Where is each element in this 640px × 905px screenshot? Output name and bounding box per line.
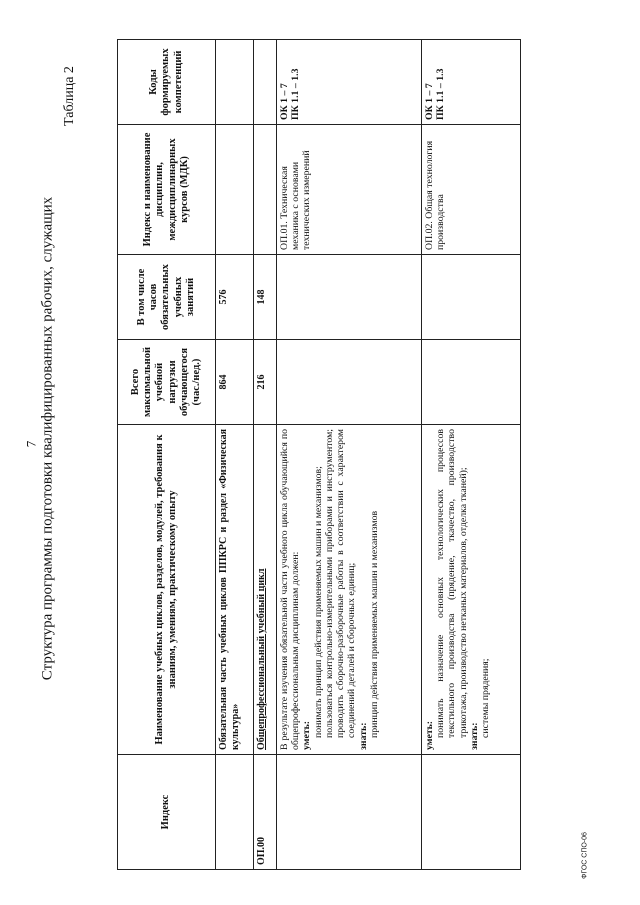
cell-op00-hours (254, 255, 277, 340)
op00-index: ОП.00 (256, 836, 268, 865)
op02-knowledge-1: системы прядения; (480, 658, 492, 738)
cell-op02-discipline (421, 125, 520, 255)
cell-op00-name (254, 425, 277, 755)
header-discipline (118, 125, 216, 255)
op01-discipline: ОП.01. Техническая механика с основами технических измерений (278, 150, 313, 250)
table-header-row (118, 40, 216, 870)
table-caption: Структура программы подготовки квалифицированных рабочих, служащих (39, 196, 56, 681)
row-op00 (254, 40, 277, 870)
header-max-load (118, 340, 216, 425)
cell-op01-name (276, 425, 421, 755)
op01-competences-pk: ПК 1.1 – 1.3 (289, 68, 301, 120)
header-competences-text: Коды формируемых компетенций (148, 48, 184, 116)
cell-mandatory-name (216, 425, 254, 755)
page-number: 7 (23, 440, 39, 448)
op01-skills-label: уметь: (301, 720, 313, 750)
op01-knowledge-label: знать: (357, 722, 369, 750)
op00-hours: 148 (256, 289, 268, 305)
header-index (118, 755, 216, 870)
table-number: Таблица 2 (62, 66, 77, 126)
cell-mandatory-competences (216, 40, 254, 125)
header-name-text: Наименование учебных циклов, разделов, модулей, требования к знаниям, умениям, практическому опыту (154, 434, 178, 745)
mandatory-part-max-load: 864 (218, 374, 229, 390)
header-competences (118, 40, 216, 125)
cell-op02-index (421, 755, 520, 870)
cell-op01-discipline (276, 125, 421, 255)
mandatory-part-hours: 576 (218, 289, 229, 305)
cell-op00-index (254, 755, 277, 870)
structure-table (117, 39, 521, 870)
cell-mandatory-index (216, 755, 254, 870)
header-name (118, 425, 216, 755)
cell-op02-name (421, 425, 520, 755)
op01-skill-1: понимать принцип действия применяемых машин и механизмов; (312, 466, 324, 738)
cell-op00-discipline (254, 125, 277, 255)
op02-skill-1: понимать назначение основных технологических процессов текстильного производства (прядение, ткачество, производство трикотажа, производство нетканых материалов, отделка тканей); (435, 429, 469, 738)
footer-code: ФГОС СПО-06 (581, 832, 589, 879)
op01-knowledge-1: принцип действия применяемых машин и механизмов (368, 510, 380, 738)
row-op01 (276, 40, 421, 870)
cell-op01-hours (276, 255, 421, 340)
op02-discipline: ОП.02. Общая технология производства (423, 140, 447, 250)
header-mandatory-text: В том числе часов обязательных учебных занятий (136, 264, 196, 330)
cell-op01-competences (276, 40, 421, 125)
op02-competences-pk: ПК 1.1 – 1.3 (435, 68, 447, 120)
op00-max-load: 216 (256, 374, 268, 390)
header-discipline-text: Индекс и наименование дисциплин, междисциплинарных курсов (МДК) (142, 132, 190, 247)
cell-mandatory-discipline (216, 125, 254, 255)
header-mandatory (118, 255, 216, 340)
cell-op02-max (421, 340, 520, 425)
op02-knowledge-label: знать: (468, 722, 480, 750)
cell-mandatory-hours (216, 255, 254, 340)
op00-name: Общепрофессиональный учебный цикл (256, 568, 268, 750)
cell-op01-max (276, 340, 421, 425)
op02-competences-ok: ОК 1 – 7 (423, 83, 435, 120)
header-index-text: Индекс (160, 794, 172, 830)
op01-competences-ok: ОК 1 – 7 (278, 83, 290, 120)
header-max-load-text: Всего максимальной учебной нагрузки обучающегося (час./нед.) (130, 346, 202, 418)
cell-op00-max (254, 340, 277, 425)
cell-mandatory-max (216, 340, 254, 425)
cell-op01-index (276, 755, 421, 870)
row-op02 (421, 40, 520, 870)
op01-intro: В результате изучения обязательной части учебного цикла обучающийся по общепрофессиональным дисциплинам должен: (278, 429, 301, 750)
cell-op00-competences (254, 40, 277, 125)
row-mandatory-part (216, 40, 254, 870)
cell-op02-competences (421, 40, 520, 125)
op01-skill-2: пользоваться контрольно-измерительными приборами и инструментом; проводить сборочно-разборочные работы в соответствии с характером соединений деталей и сборочных единиц; (323, 429, 358, 738)
op02-skills-label: уметь: (423, 720, 435, 750)
structure-table-container (117, 40, 521, 870)
cell-op02-hours (421, 255, 520, 340)
mandatory-part-name: Обязательная часть учебных циклов ППКРС и раздел «Физическая культура» (218, 429, 241, 750)
